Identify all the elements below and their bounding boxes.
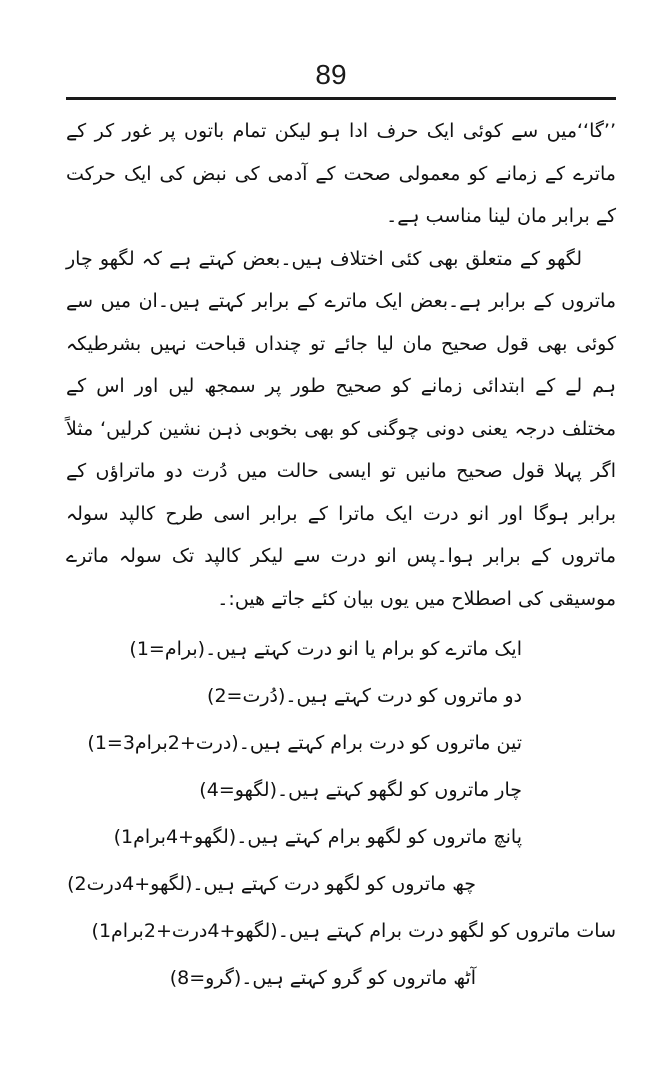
paragraph-2: لگھو کے متعلق بھی کئی اختلاف ہیں۔بعض کہتے ہے کہ لگھو چار ماتروں کے برابر ہے۔بعض ایک ماترے کے برابر کہتے ہیں۔ان میں سے کوئی بھی قول صحیح مان لیا جائے تو چنداں قباحت نہیں بشرطیکہ ہم لے کے ابتدائی زمانے کو صحیح طور پر سمجھ لیں اور اس کے مختلف درجہ یعنی دونی چوگنی کو بھی بخوبی ذہن نشین کرلیں‘ مثلاً اگر پہلا قول صحیح مانیں تو ایسی حالت میں دُرت دو ماتراؤں کے برابر ہوگا اور انو درت ایک ماترا کے برابر اسی طرح کالپد سولہ ماتروں کے برابر ہوا۔پس انو درت سے لیکر کالپد تک سولہ ماترے موسیقی کی اصطلاح میں یوں بیان کئے جاتے ھیں:۔ bbox=[66, 247, 616, 610]
page-number: 89 bbox=[315, 59, 347, 90]
body-text bbox=[66, 110, 616, 620]
definition-line: دو ماتروں کو درت کہتے ہیں۔(دُرت=2) bbox=[207, 685, 522, 707]
definition-line: چھ ماتروں کو لگھو درت کہتے ہیں۔(لگھو+4درت2) bbox=[67, 873, 476, 895]
definition-line: آٹھ ماتروں کو گرو کہتے ہیں۔(گرو=8) bbox=[169, 967, 476, 989]
definition-line: تین ماتروں کو درت برام کہتے ہیں۔(درت+2برام3=1) bbox=[87, 732, 522, 754]
definition-line: ایک ماترے کو برام یا انو درت کہتے ہیں۔(برام=1) bbox=[129, 638, 522, 660]
definition-line: چار ماتروں کو لگھو کہتے ہیں۔(لگھو=4) bbox=[199, 779, 522, 801]
definition-line: پانچ ماتروں کو لگھو برام کہتے ہیں۔(لگھو+4برام1) bbox=[113, 826, 522, 848]
paragraph-1: ’’گا‘‘میں سے کوئی ایک حرف ادا ہو لیکن تمام باتوں پر غور کر کے ماترے کے زمانے کو معمولی صحت کے آدمی کی نبض کی ایک حرکت کے برابر مان لینا مناسب ہے۔ bbox=[66, 120, 616, 227]
matra-definitions bbox=[66, 626, 616, 1002]
definition-line: سات ماتروں کو لگھو درت برام کہتے ہیں۔(لگھو+4درت+2برام1) bbox=[91, 920, 616, 942]
header-rule bbox=[66, 97, 616, 100]
